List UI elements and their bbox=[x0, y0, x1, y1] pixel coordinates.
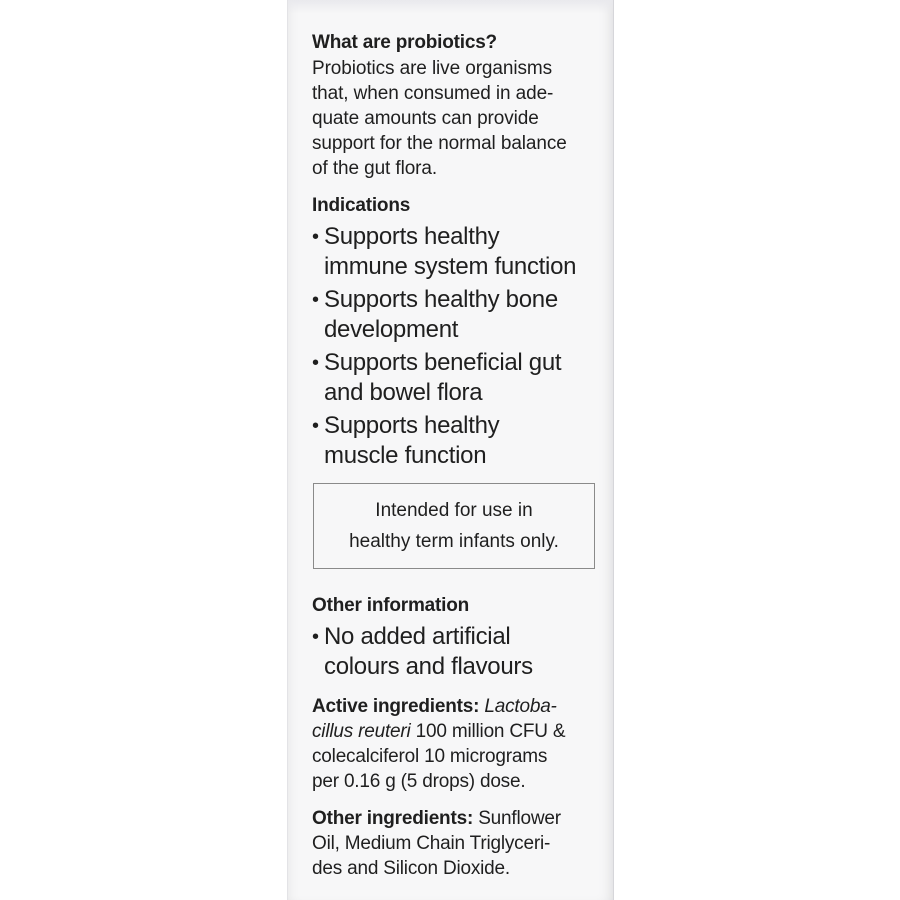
list-item-line: colours and flavours bbox=[324, 653, 533, 680]
list-item-line: Supports healthy bbox=[324, 412, 500, 439]
usage-notice-box bbox=[313, 483, 595, 569]
probiotics-line: that, when consumed in ade- bbox=[312, 83, 554, 104]
notice-line: healthy term infants only. bbox=[349, 531, 559, 552]
other-ingredient-line: Sunflower bbox=[478, 808, 561, 829]
list-item-line: muscle function bbox=[324, 442, 487, 469]
list-item-line: Supports healthy bone bbox=[324, 286, 558, 313]
bullet: • bbox=[312, 415, 319, 437]
list-item bbox=[312, 222, 602, 282]
list-item-line: and bowel flora bbox=[324, 379, 483, 406]
notice-line: Intended for use in bbox=[375, 500, 533, 521]
bullet: • bbox=[312, 626, 319, 648]
list-item-line: development bbox=[324, 316, 459, 343]
other-ingredient-line: Oil, Medium Chain Triglyceri- bbox=[312, 833, 551, 854]
list-item-line: Supports beneficial gut bbox=[324, 349, 562, 376]
bullet: • bbox=[312, 289, 319, 311]
probiotics-line: of the gut flora. bbox=[312, 158, 438, 179]
bullet: • bbox=[312, 352, 319, 374]
probiotics-heading: What are probiotics? bbox=[312, 32, 497, 53]
other-information-list bbox=[312, 622, 602, 682]
indications-heading: Indications bbox=[312, 195, 411, 216]
list-item bbox=[312, 285, 602, 345]
active-ingredient-line: colecalciferol 10 micrograms bbox=[312, 746, 548, 767]
bullet: • bbox=[312, 226, 319, 248]
probiotics-line: Probiotics are live organisms bbox=[312, 58, 552, 79]
active-ingredient-name: cillus reuteri bbox=[312, 721, 411, 742]
active-ingredients-label: Active ingredients: bbox=[312, 696, 480, 717]
other-ingredients-label: Other ingredients: bbox=[312, 808, 474, 829]
active-ingredient-name: Lactoba- bbox=[484, 696, 557, 717]
list-item-line: No added artificial bbox=[324, 623, 511, 650]
active-ingredient-line: per 0.16 g (5 drops) dose. bbox=[312, 771, 526, 792]
list-item bbox=[312, 411, 602, 471]
list-item-line: immune system function bbox=[324, 253, 577, 280]
list-item bbox=[312, 622, 602, 682]
label-text bbox=[312, 30, 602, 881]
list-item bbox=[312, 348, 602, 408]
probiotics-line: quate amounts can provide bbox=[312, 108, 539, 129]
list-item-line: Supports healthy bbox=[324, 223, 500, 250]
other-information-heading: Other information bbox=[312, 595, 470, 616]
active-ingredient-amount: 100 million CFU & bbox=[415, 721, 566, 742]
active-ingredients bbox=[312, 694, 602, 794]
probiotics-line: support for the normal balance bbox=[312, 133, 567, 154]
other-ingredient-line: des and Silicon Dioxide. bbox=[312, 858, 510, 879]
other-ingredients bbox=[312, 806, 602, 881]
indications-list bbox=[312, 222, 602, 471]
